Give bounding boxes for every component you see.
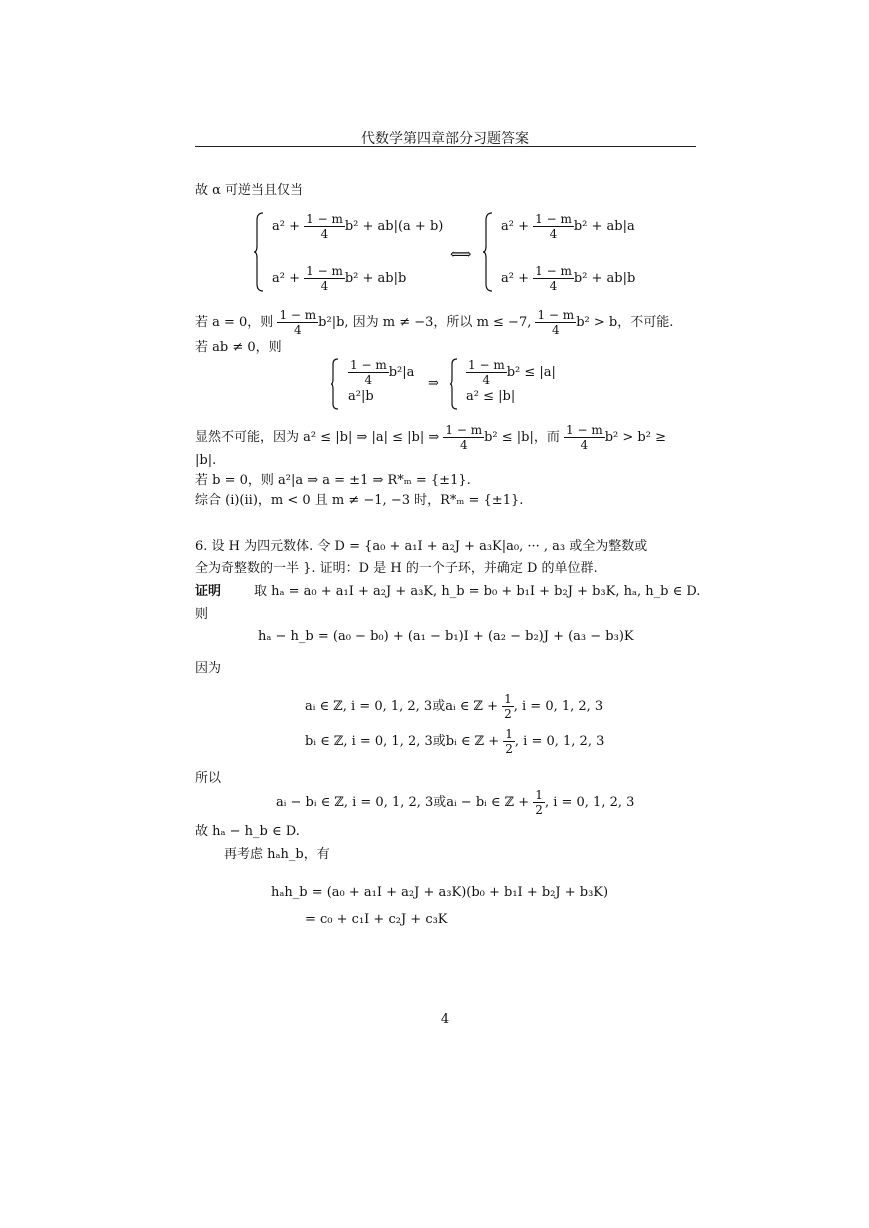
line-because: 因为: [195, 661, 222, 676]
iff-symbol: ⟺: [450, 245, 472, 263]
half-den: 2: [505, 742, 513, 756]
line-difference-in-d: 故 hₐ − h_b ∈ D.: [195, 824, 300, 839]
proof-line1: 取 hₐ = a₀ + a₁I + a₂J + a₃K, h_b = b₀ + b₁I + b₂J + b₃K, hₐ, h_b ∈ D.: [254, 584, 701, 599]
sys3-a-tail: b²|a: [388, 365, 415, 380]
sys2-b: a² +: [501, 271, 534, 286]
half-num: 1: [505, 727, 513, 741]
sys4-a-tail: b² ≤ |a|: [506, 365, 556, 380]
fraction: [533, 264, 574, 293]
equation-b-membership: [305, 727, 604, 756]
half-den: 2: [535, 803, 543, 817]
fraction: [304, 212, 345, 241]
eq2-b: , i = 0, 1, 2, 3: [513, 699, 604, 714]
system4-row1: [466, 358, 556, 387]
frac-den: 4: [293, 323, 302, 337]
frac-num: 1 − m: [535, 264, 572, 278]
sys2-a-tail: b² + ab|a: [573, 219, 635, 234]
line-obviously-impossible: [195, 423, 666, 452]
line-conclusion: 综合 (i)(ii)，m < 0 且 m ≠ −1, −3 时，R*ₘ = {±1}.: [195, 493, 524, 508]
frac-num: 1 − m: [535, 212, 572, 226]
half-fraction: [503, 727, 515, 756]
sys2-a: a² +: [501, 219, 534, 234]
system1-row1: [272, 212, 443, 241]
half-fraction: [533, 788, 545, 817]
half-den: 2: [504, 707, 512, 721]
line-ab-nonzero: 若 ab ≠ 0，则: [195, 340, 282, 355]
eq4-a: aᵢ − bᵢ ∈ ℤ, i = 0, 1, 2, 3或aᵢ − bᵢ ∈ ℤ +: [276, 795, 534, 810]
l2-c: b² > b，不可能.: [576, 315, 674, 330]
eq4-b: , i = 0, 1, 2, 3: [544, 795, 635, 810]
frac-den: 4: [459, 438, 468, 452]
frac-den: 4: [364, 373, 373, 387]
half-num: 1: [504, 692, 512, 706]
line-consider-product: 再考虑 hₐh_b，有: [224, 847, 330, 862]
fraction: [535, 308, 576, 337]
sys1-a-tail: b² + ab|(a + b): [344, 219, 444, 234]
line-a-zero: [195, 308, 673, 337]
line-so: 所以: [195, 771, 222, 786]
sys1-a: a² +: [272, 219, 305, 234]
line-invertible: 故 α 可逆当且仅当: [195, 183, 304, 198]
left-brace-2: [482, 212, 494, 292]
frac-num: 1 − m: [279, 308, 317, 322]
left-brace-4: [449, 358, 459, 410]
system4-row2: a² ≤ |b|: [466, 389, 516, 404]
equation-product-result: = c₀ + c₁I + c₂J + c₃K: [305, 912, 448, 927]
l2-a: 若 a = 0，则: [195, 315, 278, 330]
sys1-b: a² +: [272, 271, 305, 286]
eq3-a: bᵢ ∈ ℤ, i = 0, 1, 2, 3或bᵢ ∈ ℤ +: [305, 734, 504, 749]
frac-den: 4: [320, 279, 329, 293]
header-rule: [195, 146, 696, 147]
proof-label: 证明: [195, 584, 222, 599]
equation-product: hₐh_b = (a₀ + a₁I + a₂J + a₃K)(b₀ + b₁I + b₂J + b₃K): [271, 885, 609, 900]
frac-den: 4: [549, 227, 558, 241]
fraction: [564, 423, 605, 452]
frac-den: 4: [320, 227, 329, 241]
frac-den: 4: [549, 279, 558, 293]
system2-row1: [501, 212, 635, 241]
frac-num: 1 − m: [537, 308, 575, 322]
system2-row2: [501, 264, 635, 293]
fraction: [348, 358, 389, 387]
left-brace-3: [330, 358, 340, 410]
frac-den: 4: [482, 373, 491, 387]
sys2-b-tail: b² + ab|b: [573, 271, 636, 286]
line-then: 则: [195, 607, 209, 622]
frac-num: 1 − m: [468, 358, 505, 372]
problem6-line2: 全为奇整数的一半 }. 证明：D 是 H 的一个子环，并确定 D 的单位群.: [195, 561, 598, 576]
frac-num: 1 − m: [445, 423, 483, 437]
half-fraction: [502, 692, 514, 721]
eq2-a: aᵢ ∈ ℤ, i = 0, 1, 2, 3或aᵢ ∈ ℤ +: [305, 699, 503, 714]
system1-row2: [272, 264, 406, 293]
frac-den: 4: [552, 323, 560, 337]
problem6-line1: 6. 设 H 为四元数体. 令 D = {a₀ + a₁I + a₂J + a₃K|a₀, ··· , a₃ 或全为整数或: [195, 539, 648, 554]
l4-b: b² ≤ |b|，而: [484, 430, 565, 445]
frac-den: 4: [580, 438, 589, 452]
line-abs-b: |b|.: [195, 453, 217, 468]
fraction: [466, 358, 507, 387]
frac-num: 1 − m: [306, 264, 343, 278]
page-header: 代数学第四章部分习题答案: [361, 131, 529, 147]
equation-difference-membership: [276, 788, 634, 817]
l4-c: b² > b² ≥: [604, 430, 666, 445]
half-num: 1: [535, 788, 543, 802]
sys1-b-tail: b² + ab|b: [344, 271, 407, 286]
fraction: [533, 212, 574, 241]
fraction: [277, 308, 318, 337]
page-number: 4: [440, 1012, 450, 1027]
eq3-b: , i = 0, 1, 2, 3: [514, 734, 605, 749]
equation-a-membership: [305, 692, 603, 721]
l2-b: b²|b, 因为 m ≠ −3，所以 m ≤ −7,: [318, 315, 536, 330]
system3-row1: [348, 358, 414, 387]
fraction: [443, 423, 484, 452]
equation-difference: hₐ − h_b = (a₀ − b₀) + (a₁ − b₁)I + (a₂ − b₂)J + (a₃ − b₃)K: [258, 629, 634, 644]
left-brace-1: [253, 212, 265, 292]
frac-num: 1 − m: [306, 212, 343, 226]
l4-a: 显然不可能，因为 a² ≤ |b| ⇒ |a| ≤ |b| ⇒: [195, 430, 444, 445]
frac-num: 1 − m: [350, 358, 387, 372]
implies-symbol: ⇒: [428, 376, 439, 391]
system3-row2: a²|b: [348, 389, 374, 404]
line-b-zero: 若 b = 0，则 a²|a ⇒ a = ±1 ⇒ R*ₘ = {±1}.: [195, 473, 471, 488]
frac-num: 1 − m: [566, 423, 603, 437]
fraction: [304, 264, 345, 293]
